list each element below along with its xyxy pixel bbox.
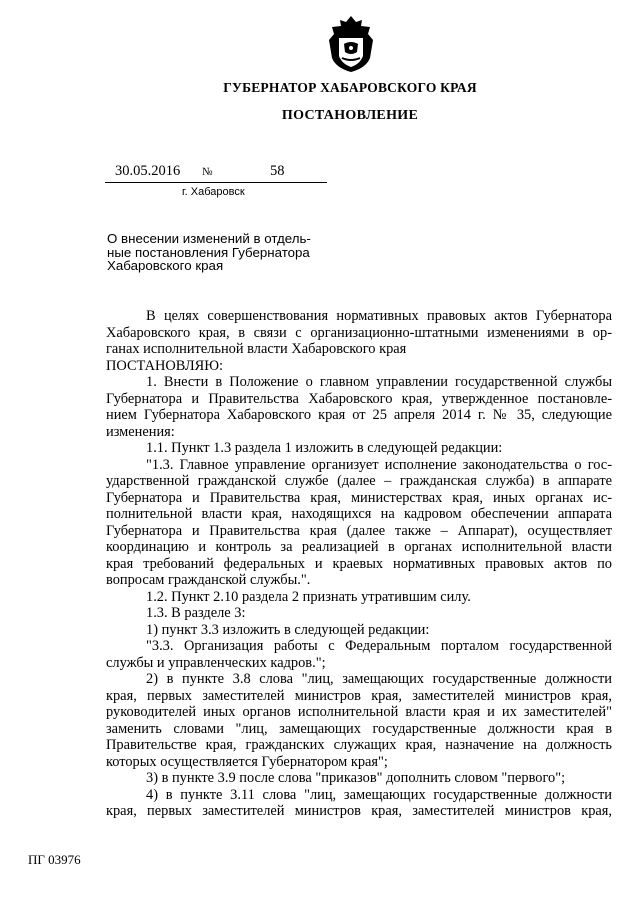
number-sign: № xyxy=(202,166,213,178)
body-line: координацию и контроль за реализацией в органах исполнительной власти xyxy=(106,539,612,555)
subject-line: ные постановления Губернатора xyxy=(107,244,310,260)
footer-code: ПГ 03976 xyxy=(28,852,81,867)
body-line: которых осуществляется Губернатором края"; xyxy=(106,753,388,770)
body-line: 2) в пункте 3.8 слова "лиц, замещающих государственные должности xyxy=(146,671,612,687)
body-line: края, первых заместителей министров края, заместителей министров края, xyxy=(106,803,612,819)
body-line: изменения: xyxy=(106,423,175,440)
body-line: ПОСТАНОВЛЯЮ: xyxy=(106,357,224,374)
body-line: нием Губернатора Хабаровского края от 25 апреля 2014 г. № 35, следующие xyxy=(106,407,612,423)
body-line: руководителей иных органов исполнительной власти края и их заместителей" xyxy=(106,704,612,720)
subject-line: Хабаровского края xyxy=(107,258,224,273)
body-line: 1.3. В разделе 3: xyxy=(146,605,246,621)
body-line: 1.1. Пункт 1.3 раздела 1 изложить в следующей редакции: xyxy=(146,440,503,456)
body-line: края требований федеральных и краевых нормативных правовых актов по xyxy=(106,555,612,572)
body-line: Губернатора и Правительства края (далее также – Аппарат), осуществляет xyxy=(106,522,612,539)
subject-line: О внесении изменений в отдель- xyxy=(107,231,311,246)
body-line: 4) в пункте 3.11 слова "лиц, замещающих государственные должности xyxy=(146,786,612,803)
body-line: полнительной власти края, находящихся на кадровом обеспечении аппарата xyxy=(106,506,612,522)
body-line: Губернатора и Правительства края, министерствах края, иных органах ис- xyxy=(106,489,612,506)
body-line: Правительстве края, гражданских служащих края, назначение на должность xyxy=(106,737,612,753)
document-type-heading: ПОСТАНОВЛЕНИЕ xyxy=(281,108,419,123)
body-line: 1) пункт 3.3 изложить в следующей редакции: xyxy=(146,621,430,638)
body-line: Хабаровского края, в связи с организационно-штатными изменениями в ор- xyxy=(106,324,612,341)
body-line: "1.3. Главное управление организует исполнение законодательства о гос- xyxy=(146,456,612,473)
body-line: 3) в пункте 3.9 после слова "приказов" дополнить словом "первого"; xyxy=(146,770,566,786)
body-line: 1.2. Пункт 2.10 раздела 2 признать утратившим силу. xyxy=(146,588,471,605)
document-subject xyxy=(107,232,337,273)
body-line: ударственной гражданской службе (далее – гражданская служба) в аппарате xyxy=(106,473,612,489)
document-body xyxy=(106,308,612,820)
body-line: службы и управленческих кадров."; xyxy=(106,654,326,671)
body-line: 1. Внести в Положение о главном управлении государственной службы xyxy=(146,374,612,390)
document-date: 30.05.2016 xyxy=(115,163,181,179)
city-label: г. Хабаровск xyxy=(182,186,245,198)
body-line: края, первых заместителей министров края, заместителей министров края, xyxy=(106,687,612,704)
document-number: 58 xyxy=(270,163,285,179)
body-line: вопросам гражданской службы.". xyxy=(106,572,311,588)
date-underline xyxy=(105,182,327,183)
authority-heading: ГУБЕРНАТОР ХАБАРОВСКОГО КРАЯ xyxy=(223,80,477,95)
body-line: Губернатора и Правительства Хабаровского края, утвержденное постановле- xyxy=(106,390,612,407)
body-line: В целях совершенствования нормативных правовых актов Губернатора xyxy=(146,308,612,324)
body-line: заменить словами "лиц, замещающих государственные должности края в xyxy=(106,720,612,737)
body-line: "3.3. Организация работы с Федеральным порталом государственной xyxy=(146,638,612,654)
body-line: ганах исполнительной власти Хабаровского края xyxy=(106,341,407,357)
khabarovsk-coat-of-arms-icon xyxy=(326,14,376,74)
